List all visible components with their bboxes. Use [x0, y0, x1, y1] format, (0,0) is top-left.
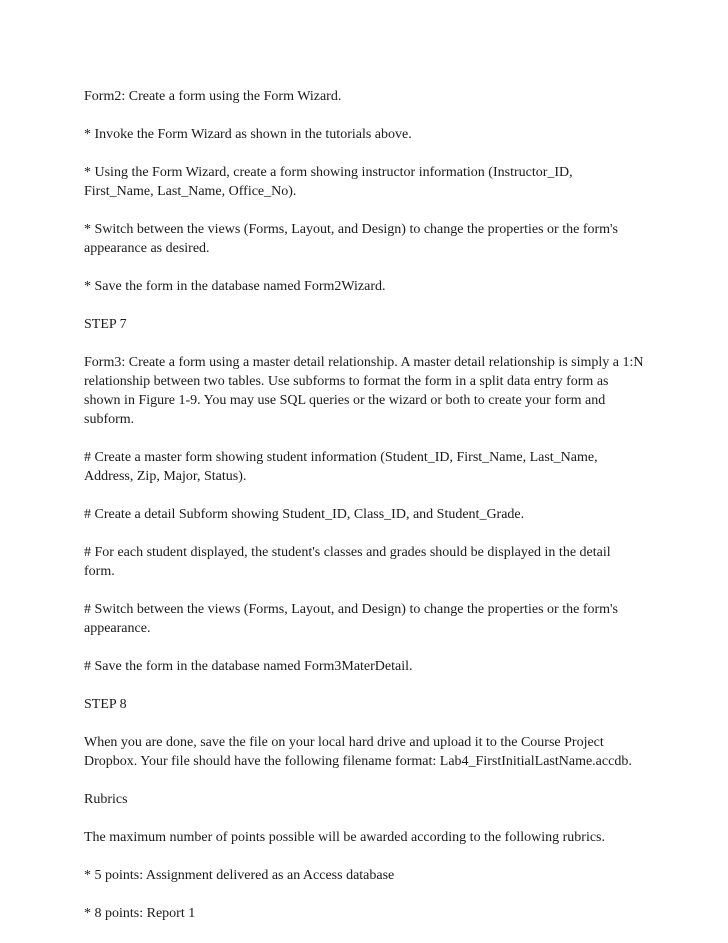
rubric-item-report-1: * 8 points: Report 1	[84, 906, 196, 921]
paragraph-detail-subform: # Create a detail Subform showing Student_ID, Class_ID, and Student_Grade.	[84, 507, 525, 522]
paragraph-student-classes: # For each student displayed, the student's classes and grades should be displayed in the detail form.	[84, 545, 611, 579]
paragraph-switch-views-form3: # Switch between the views (Forms, Layout, and Design) to change the properties or the form's appearance.	[84, 602, 619, 636]
paragraph-form2-title: Form2: Create a form using the Form Wizard.	[84, 89, 342, 104]
paragraph-form3-description: Form3: Create a form using a master detail relationship. A master detail relationship is simply a 1:N relationship between two tables. Use subforms to format the form in a split data entry form as shown in Figure 1-9. You may use SQL queries or the wizard or both to create your form and subform.	[84, 355, 644, 427]
paragraph-switch-views: * Switch between the views (Forms, Layout, and Design) to change the properties or the form's appearance as desired.	[84, 222, 619, 256]
heading-rubrics: Rubrics	[84, 792, 128, 807]
document-body	[84, 87, 644, 942]
paragraph-invoke-wizard: * Invoke the Form Wizard as shown in the tutorials above.	[84, 127, 412, 142]
heading-step-8: STEP 8	[84, 697, 127, 712]
heading-step-7: STEP 7	[84, 317, 127, 332]
paragraph-master-form: # Create a master form showing student information (Student_ID, First_Name, Last_Name, Address, Zip, Major, Status).	[84, 450, 598, 484]
paragraph-save-form2: * Save the form in the database named Form2Wizard.	[84, 279, 386, 294]
paragraph-rubrics-intro: The maximum number of points possible will be awarded according to the following rubrics.	[84, 830, 605, 845]
paragraph-save-form3: # Save the form in the database named Form3MaterDetail.	[84, 659, 413, 674]
rubric-item-access-database: * 5 points: Assignment delivered as an Access database	[84, 868, 395, 883]
paragraph-upload-instructions: When you are done, save the file on your local hard drive and upload it to the Course Project Dropbox. Your file should have the following filename format: Lab4_FirstInitialLastName.accdb.	[84, 735, 632, 769]
paragraph-instructor-form: * Using the Form Wizard, create a form showing instructor information (Instructor_ID, First_Name, Last_Name, Office_No).	[84, 165, 573, 199]
